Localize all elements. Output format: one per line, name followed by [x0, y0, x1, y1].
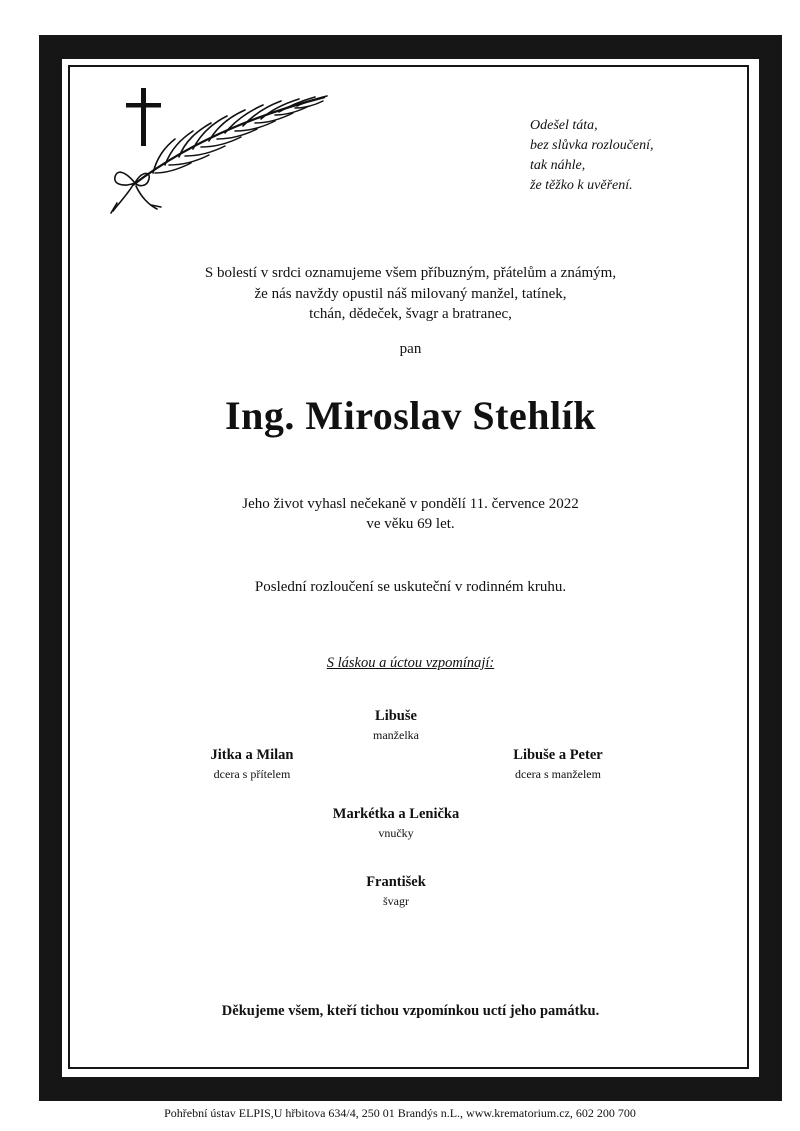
- mourner-name: Libuše a Peter: [513, 747, 603, 763]
- mourner-relation: manželka: [373, 728, 419, 742]
- deceased-name: Ing. Miroslav Stehlík: [225, 393, 596, 438]
- salutation: pan: [399, 341, 422, 357]
- announcement-line: že nás navždy opustil náš milovaný manžel, tatínek,: [254, 285, 567, 302]
- mourner-name: Jitka a Milan: [210, 747, 294, 763]
- mourner-relation: dcera s manželem: [515, 767, 601, 781]
- poem-line: bez slůvka rozloučení,: [530, 138, 654, 153]
- mourner-relation: švagr: [383, 894, 409, 908]
- mourner: [296, 706, 496, 743]
- mourner-relation: dcera s přítelem: [213, 767, 291, 781]
- funeral-service-footer: Pohřební ústav ELPIS,U hřbitova 634/4, 250 01 Brandýs n.L., www.krematorium.cz, 602 200 700: [164, 1106, 636, 1120]
- mourner-relation: vnučky: [378, 826, 414, 840]
- mourner: [296, 872, 496, 909]
- mourner: [458, 745, 658, 782]
- announcement-text: [62, 263, 759, 325]
- cross-with-palm-branch-icon: [105, 85, 335, 220]
- mourner: [152, 745, 352, 782]
- life-line: Jeho život vyhasl nečekaně v pondělí 11. července 2022: [242, 496, 579, 512]
- announcement-line: S bolestí v srdci oznamujeme všem příbuzným, přátelům a známým,: [204, 265, 617, 281]
- mourner-name: Markétka a Lenička: [332, 806, 460, 822]
- mourner-name: Libuše: [375, 708, 417, 724]
- life-info: [62, 494, 759, 534]
- mourner: [296, 804, 496, 841]
- life-line: ve věku 69 let.: [366, 516, 455, 532]
- farewell-info: Poslední rozloučení se uskuteční v rodinném kruhu.: [254, 579, 567, 595]
- poem-line: tak náhle,: [530, 158, 586, 173]
- thanks-text: Děkujeme všem, kteří tichou vzpomínkou uctí jeho památku.: [221, 1003, 600, 1019]
- mourner-name: František: [366, 874, 426, 890]
- poem-line: že těžko k uvěření.: [530, 178, 633, 193]
- announcement-line: tchán, dědeček, švagr a bratranec,: [309, 306, 512, 322]
- remembrance-heading: S láskou a úctou vzpomínají:: [326, 655, 495, 671]
- poem-line: Odešel táta,: [530, 118, 598, 133]
- poem: [530, 116, 654, 196]
